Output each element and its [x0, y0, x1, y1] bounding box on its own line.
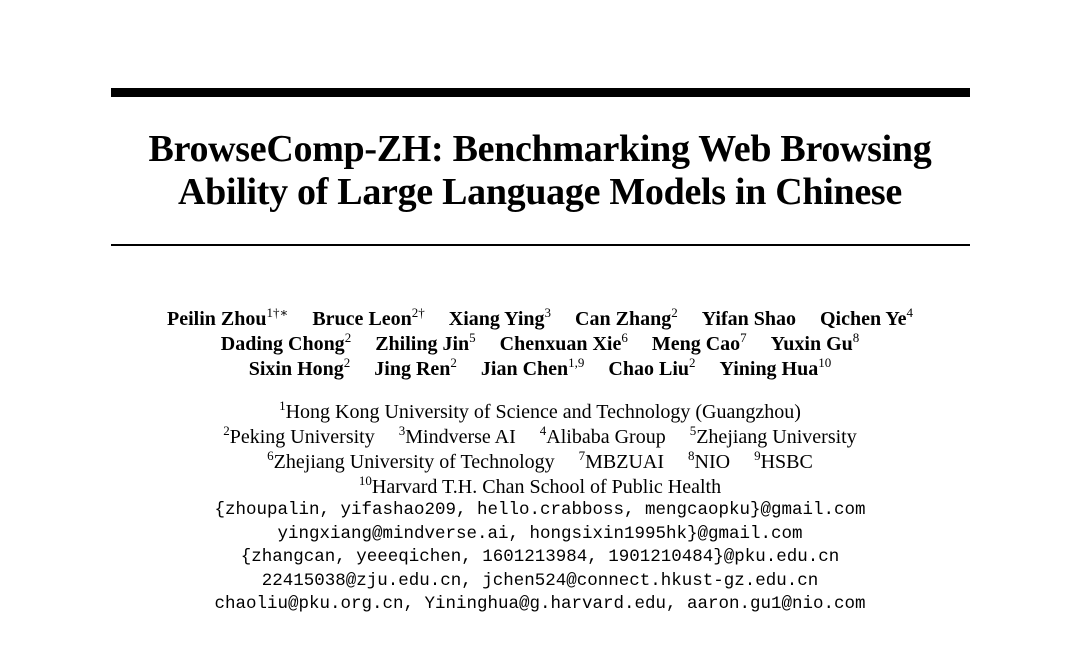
affiliation-name: Zhejiang University — [696, 426, 857, 448]
email-line: chaoliu@pku.org.cn, Yininghua@g.harvard.edu, aaron.gu1@nio.com — [214, 594, 866, 614]
author-affiliation-marker: 2 — [344, 330, 352, 345]
author-line — [40, 332, 1040, 357]
author-affiliation-marker: 8 — [852, 330, 860, 345]
affiliation-name: Zhejiang University of Technology — [273, 451, 555, 473]
author-name-text: Can Zhang — [575, 308, 672, 330]
author-name — [221, 332, 351, 357]
author-affiliation-marker: 6 — [621, 330, 628, 345]
author-affiliation-marker: 1†∗ — [266, 305, 289, 320]
affiliation-name: MBZUAI — [585, 451, 665, 473]
author-name-text: Xiang Ying — [448, 308, 545, 330]
affiliation-name: NIO — [694, 451, 731, 473]
author-name-text: Yifan Shao — [701, 308, 796, 330]
author-name-text: Peilin Zhou — [167, 308, 267, 330]
affiliation — [754, 450, 813, 475]
affiliation-number: 2 — [223, 423, 230, 438]
email-line: {zhoupalin, yifashao209, hello.crabboss, mengcaopku}@gmail.com — [214, 500, 866, 520]
author-affiliation-marker: 1,9 — [568, 355, 585, 370]
affiliation-name: Harvard T.H. Chan School of Public Health — [371, 476, 722, 498]
author-affiliation-marker: 2† — [411, 305, 425, 320]
author-affiliation-marker: 10 — [818, 355, 832, 370]
title-line-2: Ability of Large Language Models in Chinese — [178, 171, 902, 213]
author-name-text: Jian Chen — [480, 358, 569, 380]
affiliation-line — [40, 425, 1040, 450]
affiliation-name: Hong Kong University of Science and Technology (Guangzhou) — [285, 401, 801, 423]
author-line — [40, 357, 1040, 382]
author-name — [167, 307, 288, 332]
affiliation-list — [40, 400, 1040, 500]
affiliation-line — [40, 475, 1040, 500]
author-name — [820, 307, 913, 332]
author-name — [249, 357, 351, 382]
affiliation-number: 6 — [267, 448, 274, 463]
affiliation-number: 7 — [578, 448, 586, 463]
author-name-text: Bruce Leon — [312, 308, 412, 330]
author-name — [374, 357, 457, 382]
author-name-text: Chenxuan Xie — [499, 333, 622, 355]
author-list — [40, 307, 1040, 382]
affiliation — [399, 425, 516, 450]
affiliation-number: 9 — [754, 448, 761, 463]
paper-title — [60, 128, 1020, 214]
affiliation-name: Mindverse AI — [405, 426, 516, 448]
email-list — [40, 499, 1040, 617]
author-name — [702, 307, 796, 332]
affiliation-name: Alibaba Group — [546, 426, 666, 448]
affiliation — [579, 450, 664, 475]
affiliation — [540, 425, 666, 450]
affiliation — [688, 450, 730, 475]
author-affiliation-marker: 2 — [343, 355, 351, 370]
author-name — [312, 307, 424, 332]
author-name — [771, 332, 860, 357]
author-name — [575, 307, 678, 332]
affiliation-number: 3 — [398, 423, 406, 438]
affiliation — [279, 400, 801, 425]
author-name — [481, 357, 585, 382]
author-affiliation-marker: 2 — [689, 355, 696, 370]
author-affiliation-marker: 5 — [469, 330, 476, 345]
affiliation-number: 8 — [688, 448, 695, 463]
author-name — [652, 332, 747, 357]
author-name — [449, 307, 551, 332]
author-name-text: Qichen Ye — [820, 308, 907, 330]
author-line — [40, 307, 1040, 332]
affiliation — [223, 425, 375, 450]
title-line-1: BrowseComp-ZH: Benchmarking Web Browsing — [148, 128, 932, 170]
affiliation-name: Peking University — [229, 426, 375, 448]
email-line: yingxiang@mindverse.ai, hongsixin1995hk}@gmail.com — [277, 523, 803, 544]
top-rule — [111, 88, 970, 97]
author-name-text: Jing Ren — [374, 358, 451, 380]
author-name-text: Chao Liu — [608, 358, 689, 380]
author-name — [375, 332, 475, 357]
affiliation-number: 10 — [358, 473, 372, 488]
author-name-text: Sixin Hong — [248, 358, 344, 380]
author-affiliation-marker: 2 — [450, 355, 457, 370]
author-affiliation-marker: 7 — [740, 330, 747, 345]
affiliation-name: HSBC — [760, 451, 813, 473]
author-name — [500, 332, 628, 357]
affiliation-line — [40, 400, 1040, 425]
author-name — [608, 357, 695, 382]
author-name-text: Dading Chong — [220, 333, 345, 355]
title-bottom-rule — [111, 244, 970, 246]
affiliation-line — [40, 450, 1040, 475]
author-name-text: Yining Hua — [719, 358, 819, 380]
author-affiliation-marker: 2 — [671, 305, 678, 320]
author-affiliation-marker: 4 — [906, 305, 913, 320]
affiliation-number: 5 — [689, 423, 697, 438]
author-name-text: Zhiling Jin — [375, 333, 470, 355]
affiliation — [359, 475, 721, 500]
author-affiliation-marker: 3 — [544, 305, 552, 320]
affiliation — [690, 425, 857, 450]
affiliation-number: 4 — [539, 423, 547, 438]
author-name — [720, 357, 832, 382]
email-line: {zhangcan, yeeeqichen, 1601213984, 1901210484}@pku.edu.cn — [240, 547, 840, 567]
author-name-text: Meng Cao — [651, 333, 741, 355]
email-line: 22415038@zju.edu.cn, jchen524@connect.hkust-gz.edu.cn — [261, 570, 819, 591]
author-name-text: Yuxin Gu — [770, 333, 853, 355]
affiliation — [267, 450, 554, 475]
affiliation-number: 1 — [279, 398, 286, 413]
